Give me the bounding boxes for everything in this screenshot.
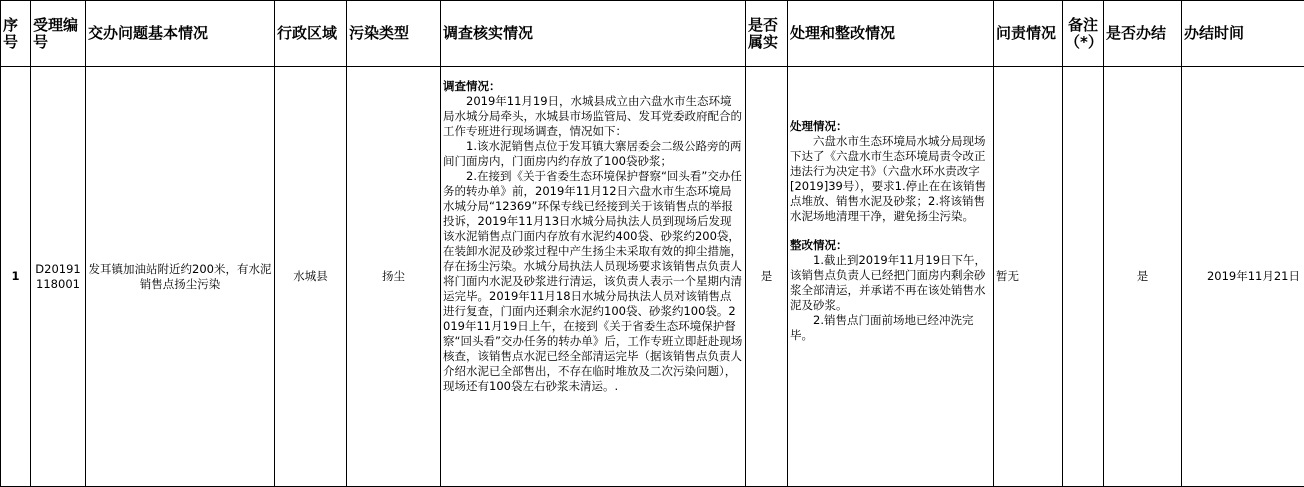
cell-remarks [1063, 67, 1104, 487]
investigation-heading: 调查情况： [443, 79, 743, 94]
header-accountability: 问责情况 [994, 1, 1063, 67]
header-investigation: 调查核实情况 [441, 1, 746, 67]
cell-verified: 是 [746, 67, 788, 487]
rectify-body: 1.截止到2019年11月19日下午，该销售点负责人已经把门面房内剩余砂浆全部清运，并承诺不再在该处销售水泥及砂浆。 2.销售点门面前场地已经冲洗完毕。 [790, 253, 991, 343]
header-closed: 是否办结 [1104, 1, 1182, 67]
header-case-no: 受理编号 [31, 1, 86, 67]
header-handling: 处理和整改情况 [788, 1, 994, 67]
cell-case-no: D20191118001 [31, 67, 86, 487]
cell-pollution-type: 扬尘 [347, 67, 441, 487]
handling-heading: 处理情况： [790, 119, 991, 134]
table-row [1, 67, 1304, 487]
cell-seq: 1 [1, 67, 31, 487]
header-row [1, 1, 1304, 67]
cell-accountability: 暂无 [994, 67, 1063, 487]
cell-handling [788, 67, 994, 487]
header-pollution-type: 污染类型 [347, 1, 441, 67]
header-issue: 交办问题基本情况 [86, 1, 275, 67]
investigation-body: 2019年11月19日，水城县成立由六盘水市生态环境局水城分局牵头，水城县市场监管局、发耳党委政府配合的工作专班进行现场调查，情况如下： 1.该水泥销售点位于发耳镇大寨居委会二级公路旁的两间门面房内，门面房内约存放了100袋砂浆； 2.在接到《关于省委生态环境保护督察“回头看”交办任务的转办单》前，2019年11月12日六盘水市生态环境局水城分局“12369”环保专线已经接到关于该销售点的举报投诉，2019年11月13日水城分局执法人员到现场后发现该水泥销售点门面内存放有水泥约400袋、砂浆约200袋，在装卸水泥及砂浆过程中产生扬尘未采取有效的抑尘措施，存在扬尘污染。水城分局执法人员现场要求该销售点负责人将门面内水泥及砂浆进行清运，该负责人表示一个星期内清运完毕。2019年11月18日水城分局执法人员对该销售点进行复查，门面内还剩余水泥约100袋、砂浆约100袋。2019年11月19日上午，在接到《关于省委生态环境保护督察“回头看”交办任务的转办单》后，工作专班立即赶赴现场核查，该销售点水泥已经全部清运完毕（据该销售点负责人介绍水泥已全部售出，不存在临时堆放及二次污染问题），现场还有100袋左右砂浆未清运。. [443, 94, 743, 394]
header-verified: 是否属实 [746, 1, 788, 67]
cell-closed: 是 [1104, 67, 1182, 487]
header-remarks: 备注（*） [1063, 1, 1104, 67]
cell-district: 水城县 [275, 67, 347, 487]
header-closed-time: 办结时间 [1182, 1, 1304, 67]
header-district: 行政区域 [275, 1, 347, 67]
header-seq: 序号 [1, 1, 31, 67]
rectify-heading: 整改情况： [790, 238, 991, 253]
handling-body: 六盘水市生态环境局水城分局现场下达了《六盘水市生态环境局责令改正违法行为决定书》（六盘水环水责改字[2019]39号），要求1.停止在在该销售点堆放、销售水泥及砂浆；2.将该销售水泥场地清理干净，避免扬尘污染。 [790, 134, 991, 224]
cell-closed-time: 2019年11月21日 [1182, 67, 1304, 487]
cell-issue: 发耳镇加油站附近约200米，有水泥销售点扬尘污染 [86, 67, 275, 487]
cell-investigation [441, 67, 746, 487]
